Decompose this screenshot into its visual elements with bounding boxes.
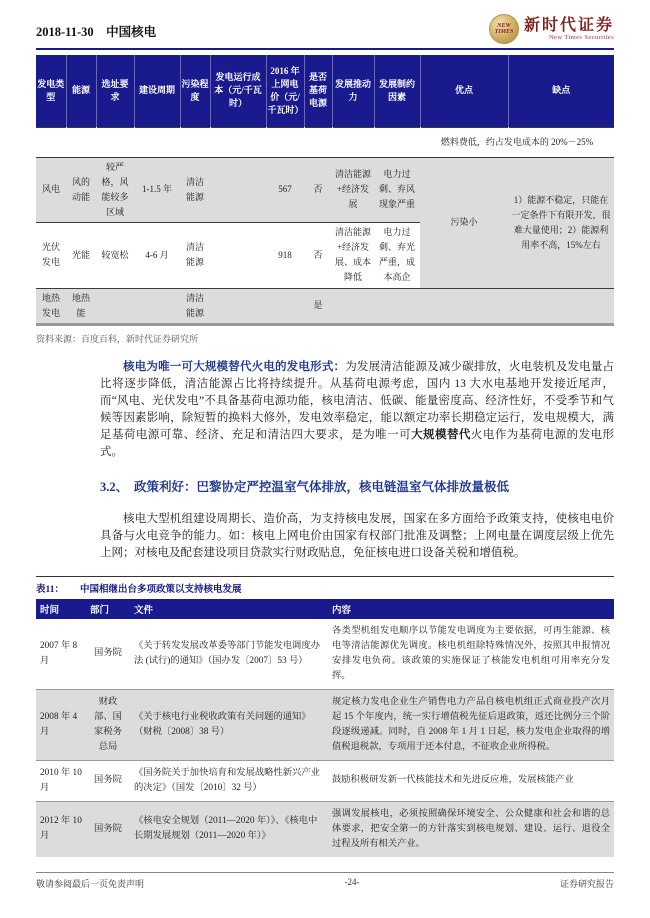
energy-table-header-row — [36, 55, 614, 127]
energy-comparison-table — [36, 55, 614, 326]
policy-doc: 《核电安全规划（2011—2020 年）》、《核电中长期发展规划（2011—2020 年）》 — [130, 801, 328, 857]
badge-text-new: NEW — [497, 22, 511, 29]
energy-table-source: 资料来源：百度百科，新时代证券研究所 — [36, 333, 199, 344]
wind-constraint: 电力过剩、弃风现象严重 — [374, 157, 420, 222]
footer-disclaimer: 敬请参阅最后一页免责声明 — [36, 879, 145, 889]
geo-price — [266, 288, 304, 324]
continuation-note: 燃料费低，约占发电成本的 20%－25% — [420, 127, 614, 157]
overview-bold: 大规模替代 — [411, 428, 471, 441]
geo-period — [134, 288, 180, 324]
policy-table — [36, 599, 614, 857]
geo-cost — [210, 288, 266, 324]
geo-type: 地热发电 — [36, 288, 66, 324]
brand-logo — [489, 14, 614, 44]
policy-table-caption — [36, 576, 614, 595]
wind-energy: 风的动能 — [66, 157, 96, 222]
overview-paragraph — [100, 359, 614, 461]
geo-constraint — [374, 288, 420, 324]
table-row-geothermal — [36, 288, 614, 324]
geo-driver — [332, 288, 374, 324]
policy-dept: 国务院 — [86, 801, 130, 857]
policy-table-header-row — [36, 599, 614, 619]
policy-content: 规定核力发电企业生产销售电力产品自核电机组正式商业投产次月起 15 个年度内，统一实行增值税先征后退政策，返还比例分三个阶段逐级递减。同时，自 2008 年 1 月 1 日起，核力发电企业取得的增值税退税款，专项用于还本付息，不征收企业所得税。 — [328, 689, 614, 760]
col-header-pollution: 污染程度 — [180, 55, 210, 127]
wind-pollution: 清洁能源 — [180, 157, 210, 222]
policy-content: 强调发展核电，必须按照确保环境安全、公众健康和社会和谐的总体要求，把安全第一的方针落实到核电规划、建设、运行、退役全过程及所有相关产业。 — [328, 801, 614, 857]
solar-baseload: 否 — [304, 222, 332, 288]
policy-row-2010 — [36, 760, 614, 801]
table-row-wind — [36, 157, 614, 222]
policy-col-time: 时间 — [36, 599, 86, 619]
policy-time: 2007 年 8 月 — [40, 640, 78, 666]
overview-body: 为发展清洁能源及减少碳排放，火电装机及发电量占比将逐步降低，清洁能源占比将持续提升。从基荷电源考虑，国内 13 大水电基地开发接近尾声，而“风电、光伏发电”不具备基荷电源功能，核电清洁、低碳、能量密度高、经济性好，不受季节和气候等因素影响，除短暂的换料大修外，发电效率稳定，能以额定功率长期稳定运行，发电规模大，满足基荷电源可靠、经济、充足和清洁四大要求，是为唯一可 — [100, 360, 615, 441]
section-heading-3-2 — [100, 477, 614, 497]
policy-col-doc: 文件 — [130, 599, 328, 619]
policy-doc: 《关于转发发展改革委等部门节能发电调度办法 (试行)的通知》（国办发〔2007〕53 号） — [134, 640, 320, 666]
policy-paragraph: 核电大型机组建设周期长、造价高，为支持核电发展，国家在多方面给予政策支持，使核电电价具备与火电竞争的能力。如：核电上网电价由国家有权部门批准及调整；上网电量在调度层级上优先上网；对核电及配套建设项目贷款实行财政贴息，免征核电进口设备关税和增值税。 — [100, 512, 614, 559]
policy-time: 2008 年 4 月 — [36, 689, 86, 760]
policy-table-label: 表11： — [36, 584, 64, 595]
col-header-energy: 能源 — [66, 55, 96, 127]
col-header-type: 发电类型 — [36, 55, 66, 127]
solar-site: 较宽松 — [96, 222, 134, 288]
footer-report-type: 证券研究报告 — [559, 879, 614, 889]
geo-disadvantage — [508, 288, 614, 324]
solar-period: 4-6 月 — [134, 222, 180, 288]
col-header-cost: 发电运行成本（元/千瓦时） — [210, 55, 266, 127]
geo-advantage — [420, 288, 508, 324]
policy-row-2008 — [36, 689, 614, 760]
col-header-driver: 发展推动力 — [332, 55, 374, 127]
col-header-advantage: 优点 — [420, 55, 508, 127]
col-header-constraint: 发展制约因素 — [374, 55, 420, 127]
geo-site — [96, 288, 134, 324]
policy-dept: 财政部、国家税务总局 — [86, 689, 130, 760]
policy-time: 2012 年 10 月 — [36, 801, 86, 857]
solar-energy: 光能 — [66, 222, 96, 288]
geo-baseload: 是 — [304, 288, 332, 324]
col-header-price: 2016 年上网电价（元/千瓦时） — [266, 55, 304, 127]
page-footer — [36, 872, 614, 890]
overview-tail: 火电作为基荷电源的发电形式。 — [100, 428, 615, 458]
policy-doc: 《关于核电行业税收政策有关问题的通知》（财税〔2008〕38 号） — [130, 689, 328, 760]
col-header-disadvantage: 缺点 — [508, 55, 614, 127]
policy-dept: 国务院 — [94, 648, 122, 658]
merged-advantage: 污染小 — [420, 157, 508, 288]
wind-period: 1-1.5 年 — [134, 157, 180, 222]
policy-row-2012 — [36, 801, 614, 857]
policy-content: 鼓励积极研发新一代核能技术和先进反应堆，发展核能产业 — [328, 760, 614, 801]
col-header-period: 建设周期 — [134, 55, 180, 127]
report-date-title: 2018-11-30 中国核电 — [36, 25, 157, 39]
policy-row-2007 — [36, 619, 614, 690]
header-divider — [36, 48, 614, 50]
overview-lead: 核电为唯一可大规模替代火电的发电形式： — [123, 360, 346, 373]
policy-table-title: 中国相继出台多项政策以支持核电发展 — [79, 584, 242, 595]
policy-content: 各类型机组发电顺序以节能发电调度为主要依据，可再生能源、核电等清洁能源优先调度。核电机组除特殊情况外，按照其申报情况安排发电负荷。该政策的实施保证了核能发电机组可用率充分发挥。 — [332, 625, 610, 681]
col-header-site: 选址要求 — [96, 55, 134, 127]
solar-price: 918 — [266, 222, 304, 288]
brand-name — [524, 17, 614, 42]
section-number: 3.2、 — [100, 479, 129, 494]
policy-col-dept: 部门 — [86, 599, 130, 619]
new-times-badge-icon — [489, 14, 519, 44]
brand-name-en: New Times Securities — [548, 33, 614, 41]
merged-disadvantage: 1）能源不稳定，只能在一定条件下有限开发，很难大量使用；2）能源利用率不高，15%左右 — [508, 157, 614, 288]
page-header — [0, 0, 650, 46]
section-title: 政策利好：巴黎协定严控温室气体排放，核电链温室气体排放量极低 — [134, 479, 510, 494]
policy-doc: 《国务院关于加快培育和发展战略性新兴产业的决定》（国发〔2010〕32 号） — [130, 760, 328, 801]
badge-text-times: TIMES — [494, 29, 514, 35]
solar-pollution: 清洁能源 — [180, 222, 210, 288]
geo-energy: 地热能 — [66, 288, 96, 324]
solar-type: 光伏发电 — [36, 222, 66, 288]
wind-site: 较严格，风能较多区域 — [96, 157, 134, 222]
brand-name-cn: 新时代证券 — [523, 16, 614, 34]
table-row-continuation — [36, 127, 614, 157]
policy-col-content: 内容 — [328, 599, 614, 619]
wind-driver: 清洁能源+经济发展 — [332, 157, 374, 222]
wind-cost — [210, 157, 266, 222]
col-header-baseload: 是否基荷电源 — [304, 55, 332, 127]
wind-baseload: 否 — [304, 157, 332, 222]
solar-cost — [210, 222, 266, 288]
footer-page-number: -24- — [344, 877, 360, 887]
wind-type: 风电 — [36, 157, 66, 222]
policy-time: 2010 年 10 月 — [36, 760, 86, 801]
geo-pollution: 清洁能源 — [180, 288, 210, 324]
policy-dept: 国务院 — [86, 760, 130, 801]
continuation-empty-cell — [36, 127, 420, 157]
wind-price: 567 — [266, 157, 304, 222]
solar-constraint: 电力过剩、弃光严重，成本高企 — [374, 222, 420, 288]
solar-driver: 清洁能源+经济发展、成本降低 — [332, 222, 374, 288]
